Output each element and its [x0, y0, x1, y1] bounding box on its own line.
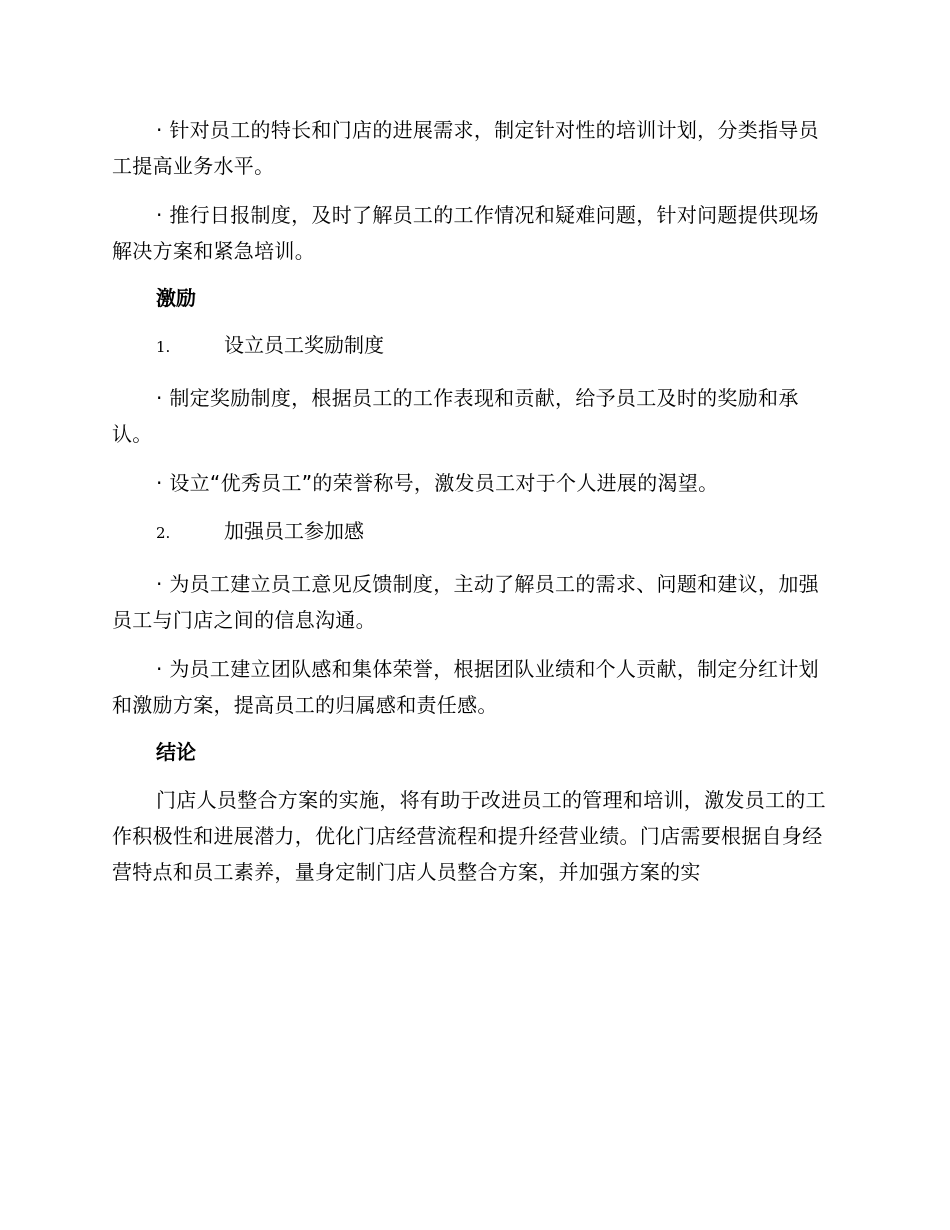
- conclusion-paragraph: 门店人员整合方案的实施，将有助于改进员工的管理和培训，激发员工的工作积极性和进展潜力，优化门店经营流程和提升经营业绩。门店需要根据自身经营特点和员工素养，量身定制门店人员整合方案，并加强方案的实: [112, 788, 826, 884]
- document-body: [112, 112, 832, 903]
- numbered-item-reward-system: [156, 328, 832, 364]
- bullet-team-honor: · 为员工建立团队感和集体荣誉，根据团队业绩和个人贡献，制定分红计划和激励方案，提高员工的归属感和责任感。: [112, 657, 819, 717]
- section-heading-incentive: 激励: [156, 286, 196, 310]
- bullet-excellent-employee: · 设立“优秀员工”的荣誉称号，激发员工对于个人进展的渴望。: [156, 471, 719, 495]
- item-label: 设立员工奖励制度: [224, 333, 384, 357]
- bullet-reward-policy: · 制定奖励制度，根据员工的工作表现和贡献，给予员工及时的奖励和承认。: [112, 386, 799, 446]
- item-label: 加强员工参加感: [224, 519, 364, 543]
- item-number: 2.: [156, 524, 171, 542]
- bullet-training-plan: · 针对员工的特长和门店的进展需求，制定针对性的培训计划，分类指导员工提高业务水平。: [112, 118, 819, 178]
- section-heading-conclusion: 结论: [156, 740, 196, 764]
- bullet-feedback-system: · 为员工建立员工意见反馈制度，主动了解员工的需求、问题和建议，加强员工与门店之间的信息沟通。: [112, 572, 819, 632]
- bullet-daily-report: · 推行日报制度，及时了解员工的工作情况和疑难问题，针对问题提供现场解决方案和紧急培训。: [112, 203, 819, 263]
- numbered-item-participation: [156, 514, 832, 550]
- item-number: 1.: [156, 338, 171, 356]
